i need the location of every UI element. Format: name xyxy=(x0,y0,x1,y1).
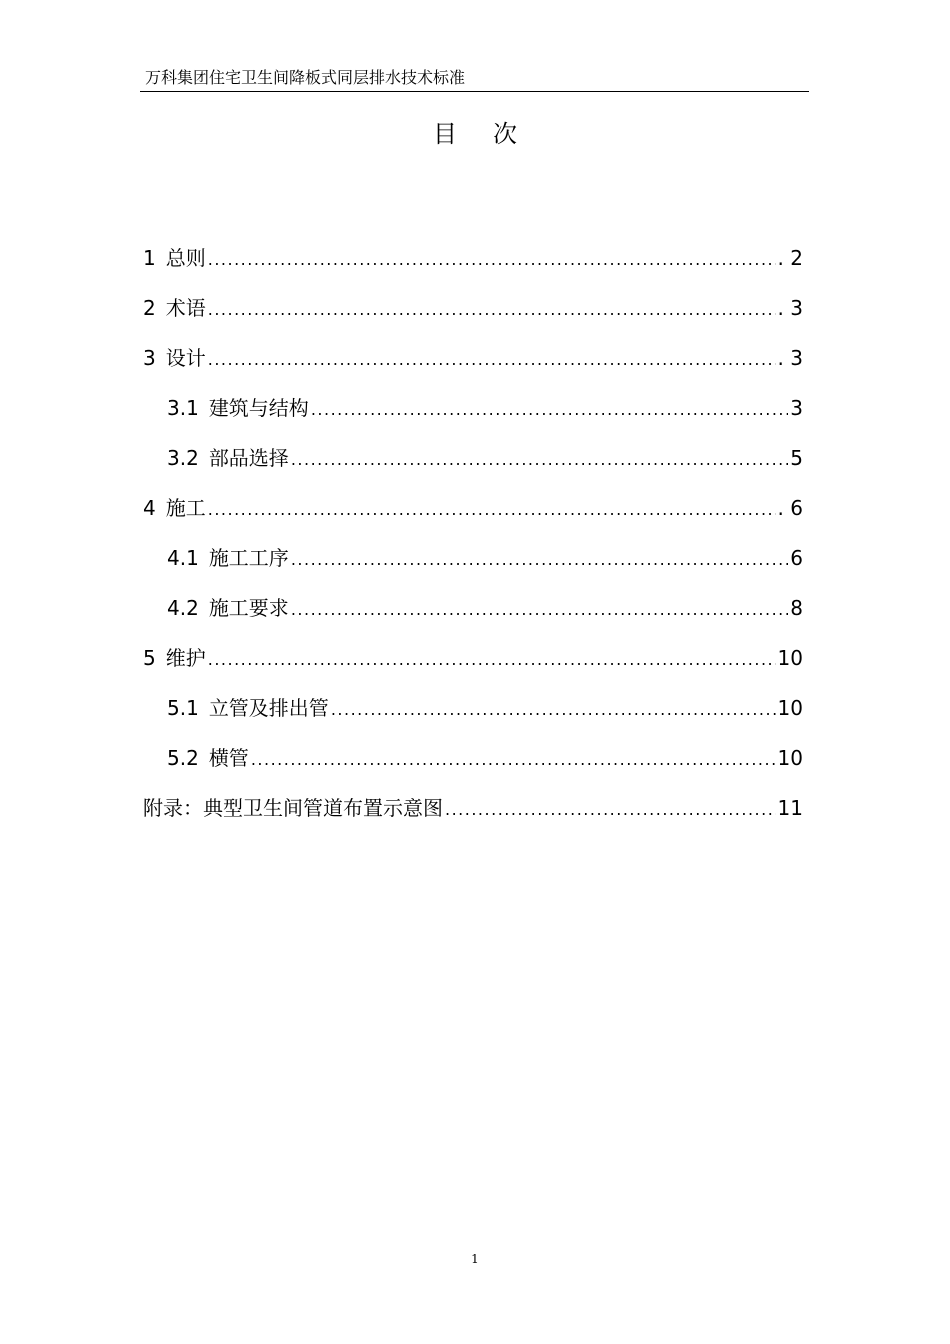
toc-entry[interactable] xyxy=(143,790,803,840)
toc-entry-label: 施工工序 xyxy=(208,546,289,570)
toc-leader xyxy=(445,792,776,828)
toc-entry-label: 横管 xyxy=(208,746,249,770)
toc-entry-number: 5.1 xyxy=(167,696,199,720)
toc-entry-label: 设计 xyxy=(165,346,206,370)
toc-entry-page: 5 xyxy=(790,446,803,470)
header-rule xyxy=(140,91,809,92)
toc-entry-label: 建筑与结构 xyxy=(208,396,309,420)
toc-leader xyxy=(291,542,788,578)
toc-entry-page: 10 xyxy=(777,696,803,720)
toc-entry-number: 3 xyxy=(143,346,156,370)
toc-entry-number: 4 xyxy=(143,496,156,520)
toc-entry-number: 4.1 xyxy=(167,546,199,570)
toc-entry-page: . 3 xyxy=(777,346,803,370)
toc-entry-number: 2 xyxy=(143,296,156,320)
toc-entry-number: 3.1 xyxy=(167,396,199,420)
toc-entry[interactable] xyxy=(143,240,803,290)
toc-entry[interactable] xyxy=(143,590,803,640)
toc-leader xyxy=(251,742,776,778)
toc-entry-page: . 6 xyxy=(777,496,803,520)
toc-entry-page: 10 xyxy=(777,646,803,670)
toc-entry-label: 立管及排出管 xyxy=(208,696,329,720)
toc-leader xyxy=(208,342,776,378)
toc-entry-page: 10 xyxy=(777,746,803,770)
toc-entry[interactable] xyxy=(143,340,803,390)
toc-leader xyxy=(208,492,776,528)
toc-entry-page: 3 xyxy=(790,396,803,420)
toc-leader xyxy=(291,442,788,478)
toc-entry-page: 8 xyxy=(790,596,803,620)
toc-entry-label: 附录：典型卫生间管道布置示意图 xyxy=(143,796,443,820)
toc-entry-label: 施工 xyxy=(165,496,206,520)
toc-entry[interactable] xyxy=(143,290,803,340)
toc-leader xyxy=(311,392,788,428)
toc-entry-page: 11 xyxy=(777,796,803,820)
toc-entry[interactable] xyxy=(143,640,803,690)
toc-entry-page: 6 xyxy=(790,546,803,570)
toc-entry-label: 术语 xyxy=(165,296,206,320)
toc-entry-label: 维护 xyxy=(165,646,206,670)
toc-entry-number: 1 xyxy=(143,246,156,270)
toc-entry-number: 4.2 xyxy=(167,596,199,620)
toc-leader xyxy=(208,242,776,278)
toc-entry-label: 施工要求 xyxy=(208,596,289,620)
toc-leader xyxy=(208,292,776,328)
toc-entry[interactable] xyxy=(143,690,803,740)
toc-entry-number: 3.2 xyxy=(167,446,199,470)
toc-entry[interactable] xyxy=(143,490,803,540)
toc-title: 目次 xyxy=(433,120,553,148)
toc-entry-page: . 2 xyxy=(777,246,803,270)
toc-entry-label: 总则 xyxy=(165,246,206,270)
toc-leader xyxy=(291,592,788,628)
toc-entry-number: 5.2 xyxy=(167,746,199,770)
toc-entry-number: 5 xyxy=(143,646,156,670)
toc-leader xyxy=(208,642,776,678)
toc-entry[interactable] xyxy=(143,540,803,590)
toc-entry-label: 部品选择 xyxy=(208,446,289,470)
toc-entry-page: . 3 xyxy=(777,296,803,320)
toc-entry[interactable] xyxy=(143,740,803,790)
page-number: 1 xyxy=(471,1252,479,1266)
table-of-contents xyxy=(143,240,803,840)
toc-leader xyxy=(331,692,776,728)
toc-entry[interactable] xyxy=(143,440,803,490)
toc-entry[interactable] xyxy=(143,390,803,440)
running-header: 万科集团住宅卫生间降板式同层排水技术标准 xyxy=(145,68,466,87)
